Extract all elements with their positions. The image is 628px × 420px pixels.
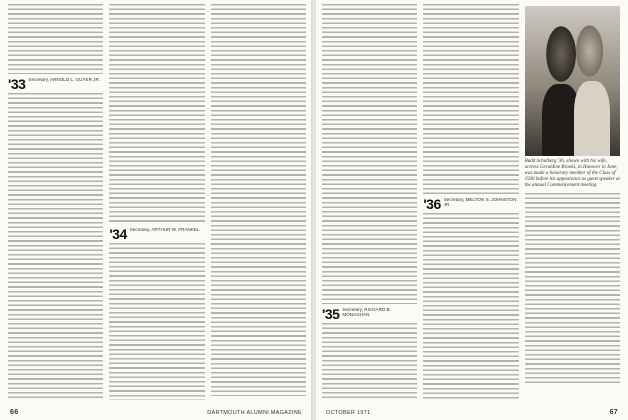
left-page-footer	[0, 409, 312, 416]
article-text-block	[8, 4, 103, 74]
page-number: 66	[10, 409, 19, 416]
class-header-34	[109, 227, 204, 241]
class-header-35	[322, 307, 417, 321]
class-number: '36	[423, 196, 441, 212]
right-page	[316, 0, 628, 420]
article-text-block	[525, 193, 620, 383]
class-secretary: Secretary, MELTON S. JOHNSTON JR.	[443, 197, 517, 208]
article-text-block	[109, 4, 204, 224]
article-text-block	[322, 323, 417, 400]
issue-date: OCTOBER 1971	[326, 410, 371, 416]
right-column-1	[322, 4, 417, 400]
class-photo	[525, 6, 620, 156]
class-header-33	[8, 77, 103, 91]
article-text-block	[109, 243, 204, 400]
left-column-3	[211, 4, 306, 400]
photo-caption: Budd Schulberg '36, shown with his wife, actress Geraldine Brooks, in Hanover in June, was made a honorary member of the Class of 1936 before his appearance as guest speaker at the annual Commencement meeting.	[524, 159, 620, 188]
right-column-2	[423, 4, 518, 400]
class-number: '34	[109, 226, 127, 242]
article-text-block	[322, 4, 417, 304]
left-page	[0, 0, 312, 420]
left-column-1	[8, 4, 103, 400]
class-header-36	[423, 197, 518, 211]
article-text-block	[423, 4, 518, 194]
photo-figure-woman	[574, 81, 610, 156]
article-text-block	[423, 213, 518, 400]
page-number: 67	[609, 409, 618, 416]
magazine-title: DARTMOUTH ALUMNI MAGAZINE	[207, 410, 302, 416]
class-secretary: Secretary, RICHARD B. MONAGHAN	[342, 307, 391, 318]
right-column-3	[525, 4, 620, 400]
class-secretary: Secretary, ARTHUR W. FRANKEL	[129, 227, 200, 232]
right-page-footer	[316, 409, 628, 416]
class-number: '35	[322, 306, 340, 322]
class-number: '33	[8, 76, 26, 92]
class-secretary: Secretary, ARNOLD L. GUYER JR.	[28, 77, 101, 82]
article-text-block	[211, 4, 306, 396]
left-column-2	[109, 4, 204, 400]
article-text-block	[8, 93, 103, 400]
